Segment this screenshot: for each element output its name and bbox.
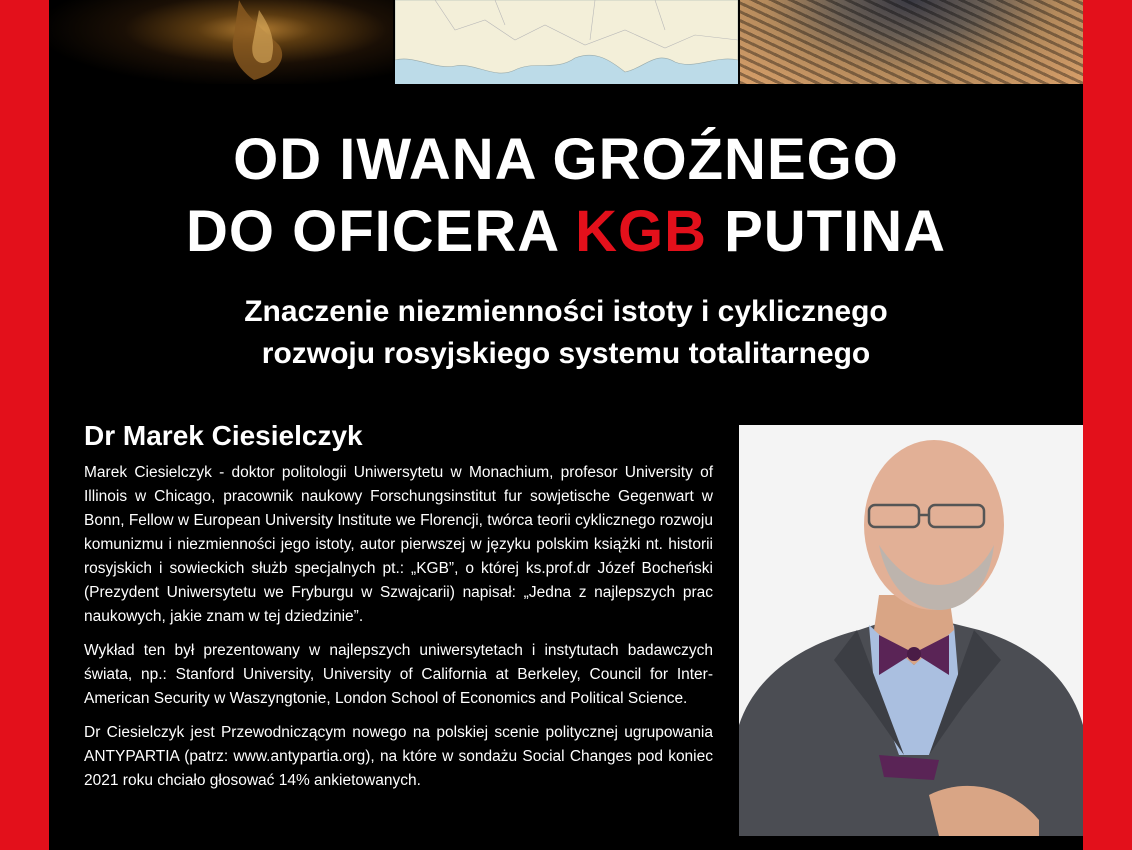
paragraph: Wykład ten był prezentowany w najlepszych uniwersytetach i instytutach badawczych świata, np.: Stanford University, University of California at Berkeley, Council for Inter-American Security w Waszyngtonie, London School of Economics and Political Science.	[84, 642, 713, 707]
map-image	[395, 0, 738, 84]
paragraph: Marek Ciesielczyk - doktor politologii Uniwersytetu w Monachium, profesor University of Illinois w Chicago, pracownik naukowy Forschungsinstitut fur sowjetische Gegenwart w Bonn, Fellow w European University Institute we Florencji, twórca teorii cyklicznego rozwoju komunizmu i niezmienności jego istoty, autor pierwszej w języku polskim książki nt. historii rosyjskich i sowieckich służb specjalnych pt.: „KGB”, o której ks.prof.dr Józef Bocheński (Prezydent Uniwersytetu we Fryburgu w Szwajcarii) napisał: „Jedna z najlepszych prac naukowych, jakie znam w tej dziedzinie”.	[84, 464, 713, 625]
subtitle-line-1: Znaczenie niezmienności istoty i cyklicznego	[244, 295, 888, 328]
fire-image	[49, 0, 393, 84]
mosaic-image	[740, 0, 1083, 84]
subtitle-line-2: rozwoju rosyjskiego systemu totalitarnego	[261, 337, 871, 370]
map-graphic	[395, 0, 738, 84]
paragraph: Dr Ciesielczyk jest Przewodniczącym nowego na polskiej scenie politycznej ugrupowania ANTYPARTIA (patrz: www.antypartia.org), na które w sondażu Social Changes pod koniec 2021 roku chciało głosować 14% ankietowanych.	[84, 724, 713, 789]
author-name: Dr Marek Ciesielczyk	[84, 420, 363, 451]
headline-kgb: KGB	[575, 199, 707, 264]
poster-panel	[49, 0, 1083, 850]
biography-text	[84, 461, 713, 803]
subtitle	[49, 291, 1083, 375]
fire-figure-graphic	[49, 0, 393, 84]
headline-line-2	[49, 199, 1083, 264]
headline-line-1: OD IWANA GROŹNEGO	[233, 127, 899, 192]
headline-prefix: DO OFICERA	[186, 199, 576, 264]
headline-suffix: PUTINA	[706, 199, 946, 264]
portrait-graphic	[739, 425, 1083, 836]
author-photo	[739, 425, 1083, 836]
